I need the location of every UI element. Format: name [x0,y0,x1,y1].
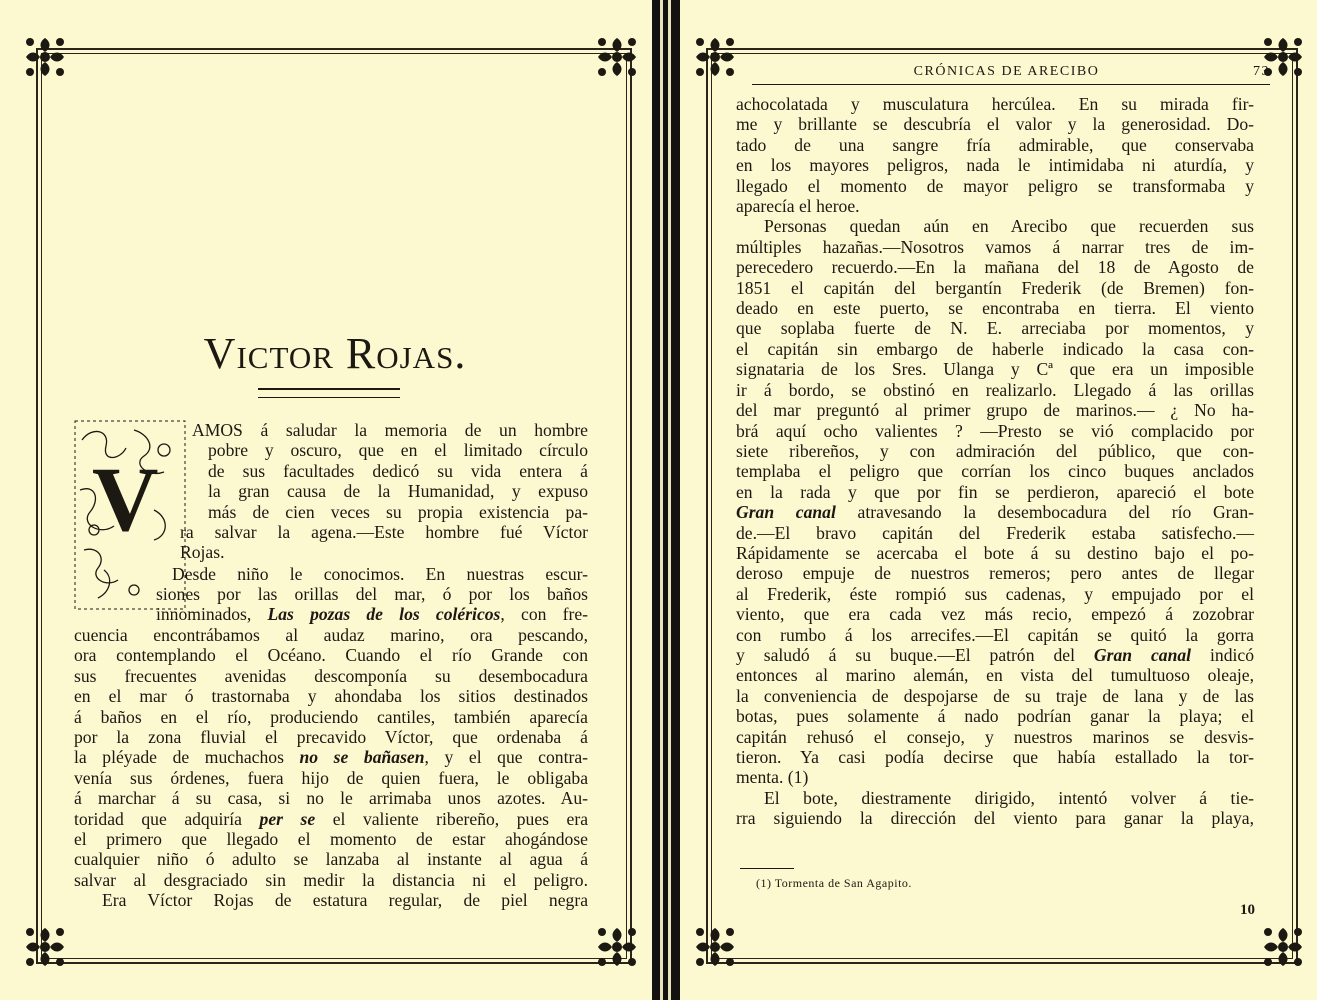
text-line: ora contemplando el Océano. Cuando el río Grande con [74,645,588,666]
footnote-rule [740,868,794,869]
text-line: más de cien veces su propia existencia pa- [208,501,588,522]
text-line: la conveniencia de despojarse de su traje de lana y de las [736,685,1254,706]
paragraph-opening [192,420,588,522]
text-line: me y brillante se descubría el valor y la generosidad. Do- [736,114,1254,135]
ornament-corner-icon [1260,924,1306,970]
text-line: el capitán sin embargo de haberle indicado la casa con- [736,338,1254,359]
right-page [680,0,1317,1000]
text-line: venía sus órdenes, fuera hijo de quien fuera, le obligaba [74,767,588,788]
text-line: á baños en el río, produciendo cantiles, también aparecía [74,706,588,727]
text-line: signataria de los Sres. Ulanga y Cª que era un imposible [736,359,1254,380]
decorated-initial [74,420,186,610]
ornament-corner-icon [594,924,640,970]
text-line: en el mar ó trastornaba y ahondaba los sitios destinados [74,686,588,707]
text-line: 1851 el capitán del bergantín Frederik (de Bremen) fon- [736,277,1254,298]
running-head-rule [752,84,1270,85]
text-line: menta. (1) [736,767,809,788]
text-line: del mar preguntó al primer grupo de marinos.— ¿ No ha- [736,400,1254,421]
paragraph-second-body [74,625,588,911]
text-line: con rumbo á los arrecifes.—El capitán se quitó la gorra [736,624,1254,645]
text-line: brá aquí ocho valientes ? —Presto se vió complacido por [736,420,1254,441]
text-line: tieron. Ya casi podía decirse que había estallado la tor- [736,747,1254,767]
text-line: cuencia encontrábamos al audaz marino, ora pescando, [74,625,588,645]
text-line: en los mayores peligros, nada le intimidaba ni aturdía, y [736,155,1254,176]
text-line: cualquier niño ó adulto se lanzaba al instante al agua á [74,849,588,870]
paragraph-second-top [172,564,588,584]
text-line: siones por las orillas del mar, ó por los baños [156,584,588,604]
text-line: Gran canal atravesando la desembocadura del río Gran- [736,502,1255,523]
running-head-title: CRÓNICAS DE ARECIBO [913,64,1100,79]
left-page [0,0,652,1000]
title-divider [258,388,400,398]
ornament-corner-icon [22,924,68,970]
text-line: AMOS á saludar la memoria de un hombre [192,420,588,440]
text-line: Rojas. [180,542,225,563]
text-line: botas, pues solamente á nado podrían ganar la playa; el [736,706,1254,727]
text-line: que soplaba fuerte de N. E. arreciaba por momentos, y [736,318,1254,339]
text-line: Era Víctor Rojas de estatura regular, de piel negra [102,890,588,911]
paragraph-opening-cont [180,522,588,563]
ornament-corner-icon [22,34,68,80]
text-line: á marchar á su casa, si no le arrimaba unos azotes. Au- [74,788,588,809]
text-line: rra siguiendo la dirección del viento para ganar la playa, [736,808,1254,829]
text-line: la pléyade de muchachos no se bañasen, y el que contra- [74,747,588,768]
text-line: de sus facultades dedicó su vida entera á [208,460,588,481]
text-line: ir á bordo, se obstinó en realizarlo. Llegado á las orillas [736,379,1254,400]
text-line: capitán rehusó el consejo, y nuestros marinos se desvis- [736,726,1254,747]
text-line: siete ribereños, y con admiración del público, que con- [736,440,1254,461]
text-line: pobre y oscuro, que en el limitado círculo [208,440,588,461]
text-line: entonces al marino alemán, en vista del tumultuoso oleaje, [736,665,1254,686]
text-line: achocolatada y musculatura hercúlea. En su mirada fir- [736,94,1254,114]
footnote: (1) Tormenta de San Agapito. [756,876,912,890]
text-line: sus frecuentes avenidas descomponía su desembocadura [74,665,588,686]
text-line: y saludó á su buque.—El patrón del Gran canal indicó [736,644,1255,665]
text-line: deroso empuje de nuestros remeros; pero antes de llegar [736,563,1254,584]
running-page-number: 73 [1253,64,1270,79]
text-line: Rápidamente se acercaba el bote á su destino bajo el po- [736,542,1254,563]
text-line: salvar al desgraciado sin medir la distancia ni el peligro. [74,869,588,890]
text-line: aparecía el heroe. [736,196,860,217]
text-line: tado de una sangre fría admirable, que conservaba [736,134,1254,155]
text-line: Personas quedan aún en Arecibo que recuerden sus [764,216,1254,237]
chapter-title: Victor Rojas. [203,329,467,378]
ornament-corner-icon [594,34,640,80]
text-line: el primero que llegado el momento de estar ahogándose [74,829,588,850]
text-line: al Frederik, éste rompió sus cadenas, y empujado por el [736,583,1254,604]
text-line: por la zona fluvial el precavido Víctor, que ordenaba á [74,727,588,748]
text-line: innominados, Las pozas de los coléricos, con fre- [156,604,588,625]
signature-mark: 10 [1240,902,1255,918]
text-line: templaba el peligro que corrían los cinco buques anclados [736,461,1254,482]
ornament-corner-icon [692,924,738,970]
text-line: en la rada y que por fin se perdieron, apareció el bote [736,481,1254,502]
text-line: toridad que adquiría per se el valiente ribereño, pues era [74,808,588,829]
text-line: llegado el momento de mayor peligro se transformaba y [736,175,1254,196]
text-line: ra salvar la agena.—Este hombre fué Víctor [180,522,588,542]
text-line: la gran causa de la Humanidad, y expuso [208,481,588,502]
text-line: deado en este puerto, se encontraba en tierra. El viento [736,298,1254,319]
right-page-body [736,94,1254,829]
ornament-corner-icon [692,34,738,80]
running-head [760,64,1270,80]
text-line: perecedero recuerdo.—En la mañana del 18 de Agosto de [736,257,1254,278]
book-gutter [652,0,680,1000]
paragraph-second-wrap [156,584,588,625]
text-line: Desde niño le conocimos. En nuestras escur- [172,564,588,584]
text-line: múltiples hazañas.—Nosotros vamos á narrar tres de im- [736,236,1254,257]
text-line: El bote, diestramente dirigido, intentó volver á tie- [764,787,1254,808]
text-line: de.—El bravo capitán del Frederik estaba satisfecho.— [736,522,1254,543]
dropcap-letter: V [92,448,159,550]
text-line: viento, que era cada vez más recio, empezó á zozobrar [736,604,1254,625]
